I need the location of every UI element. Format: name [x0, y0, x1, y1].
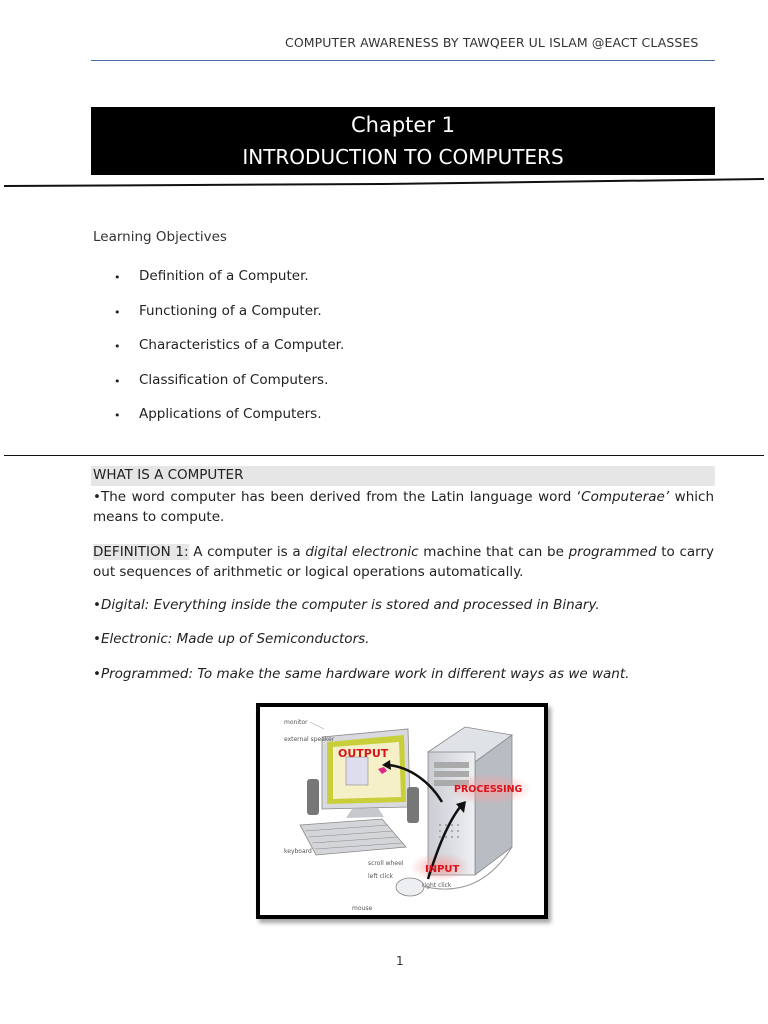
list-item: [114, 406, 344, 441]
definition-paragraph: [93, 542, 714, 582]
emphasis-text: programmed: [568, 544, 657, 560]
latin-word: Computerae’: [581, 489, 670, 505]
objective-text: Characteristics of a Computer.: [139, 337, 345, 353]
keyboard: [300, 819, 406, 855]
learning-objectives-list: [114, 268, 344, 441]
right-click-label: right click: [422, 882, 452, 889]
bullet-icon: •: [114, 305, 121, 319]
objective-text: Classification of Computers.: [139, 371, 329, 388]
output-label: OUTPUT: [338, 747, 389, 760]
running-header: COMPUTER AWARENESS BY TAWQEER UL ISLAM @EACT CLASSES: [285, 35, 699, 50]
bullet-icon: •: [114, 340, 121, 353]
chapter-title: INTRODUCTION TO COMPUTERS: [242, 145, 564, 169]
text-run: machine that can be: [418, 544, 569, 560]
chapter-title-banner: [91, 107, 715, 175]
right-speaker: [407, 787, 419, 823]
computer-illustration: [260, 707, 544, 915]
bullet-icon: •: [114, 374, 121, 388]
objective-text: Applications of Computers.: [139, 406, 322, 422]
mouse-label: mouse: [352, 905, 373, 912]
keyboard-label: keyboard: [284, 848, 312, 855]
scroll-wheel-label: scroll wheel: [368, 860, 404, 867]
etymology-paragraph: [93, 487, 714, 527]
list-item: [114, 337, 344, 372]
bullet-icon: •: [114, 409, 121, 422]
emphasis-text: digital electronic: [305, 544, 419, 560]
processing-label: PROCESSING: [454, 784, 523, 795]
computer-diagram: [256, 703, 548, 919]
list-item: [114, 268, 344, 303]
mouse-device: [396, 878, 424, 896]
chapter-number: Chapter 1: [351, 113, 455, 137]
definition-label: DEFINITION 1:: [93, 544, 189, 560]
bullet-icon: •: [114, 271, 121, 284]
left-speaker: [307, 779, 319, 815]
speaker-label: external speaker: [284, 736, 335, 743]
left-click-label: left click: [368, 873, 394, 880]
text-run: which means to compute.: [93, 489, 714, 525]
text-run: A computer is a: [188, 544, 306, 560]
note-digital: •Digital: Everything inside the computer is stored and processed in Binary.: [93, 597, 600, 613]
objective-text: Functioning of a Computer.: [139, 302, 322, 319]
text-run: to carry out sequences of arithmetic or logical operations automatically.: [93, 544, 714, 580]
note-electronic: •Electronic: Made up of Semiconductors.: [93, 631, 370, 647]
input-label: INPUT: [425, 864, 460, 875]
section-divider: [4, 455, 764, 456]
monitor: [322, 729, 410, 818]
monitor-label: monitor: [284, 719, 308, 726]
page-number: 1: [396, 954, 404, 968]
text-run: •The word computer has been derived from the Latin language word ‘: [93, 489, 582, 505]
header-divider: [91, 60, 715, 61]
list-item: [114, 372, 344, 407]
section-heading: WHAT IS A COMPUTER: [93, 467, 244, 483]
title-underline: [4, 176, 764, 188]
objective-text: Definition of a Computer.: [139, 268, 309, 284]
list-item: [114, 303, 344, 338]
note-programmed: •Programmed: To make the same hardware work in different ways as we want.: [93, 666, 630, 682]
learning-objectives-heading: Learning Objectives: [93, 229, 227, 245]
